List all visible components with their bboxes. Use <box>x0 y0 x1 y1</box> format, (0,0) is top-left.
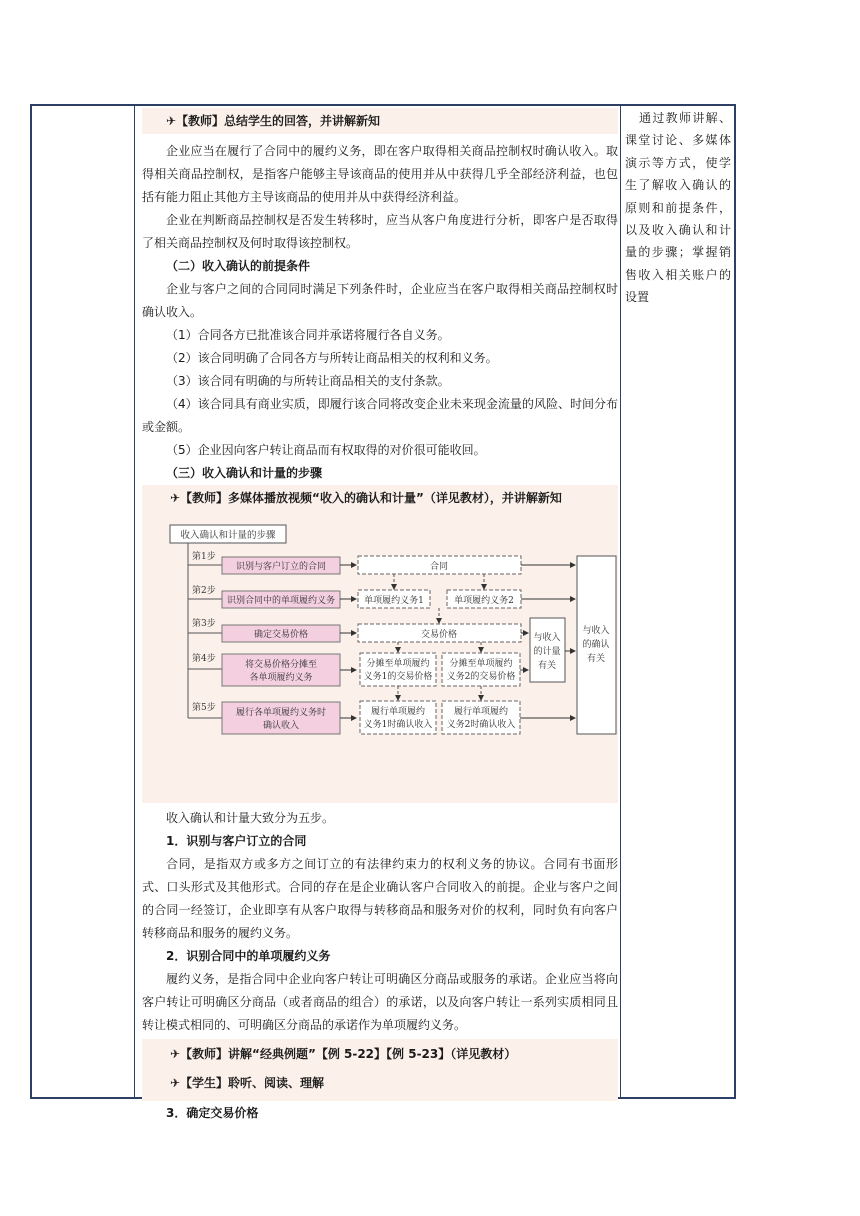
fulfil-2-line1: 履行单项履约 <box>453 707 509 717</box>
step-3-label: 第3步 <box>192 619 216 629</box>
alloc-2-line1: 分摊至单项履约 <box>449 659 513 669</box>
step-4-text-line2: 各单项履约义务 <box>249 673 313 683</box>
heading-preconditions: （二）收入确认的前提条件 <box>166 259 311 273</box>
step-4-text-line1: 将交易价格分摊至 <box>244 660 318 670</box>
objectives-text: 通过教师讲解、课堂讨论、多媒体演示等方式，使学生了解收入确认的原则和前提条件，以及收入确认和计量的步骤；掌握销售收入相关账户的设置 <box>625 111 731 305</box>
teacher-band-3 <box>142 1039 618 1101</box>
step-5-text-line1: 履行各单项履约义务时 <box>235 708 327 718</box>
subheading-determine-price: 3．确定交易价格 <box>166 1106 259 1120</box>
steps-flowchart <box>142 511 618 803</box>
column-divider-2 <box>620 106 621 1097</box>
right-column <box>625 106 731 309</box>
recog-line1: 与收入 <box>582 626 610 636</box>
alloc-1-line1: 分摊至单项履约 <box>366 659 430 669</box>
price-text: 交易价格 <box>420 630 458 640</box>
step-5-label: 第5步 <box>192 703 216 713</box>
paragraph-obligations: 履约义务，是指合同中企业向客户转让可明确区分商品或服务的承诺。企业应当将向客户转让可明确区分商品（或者商品的组合）的承诺，以及向客户转让一系列实质相同且转让模式相同的、可明确区分商品的承诺作为单项履约义务。 <box>142 972 618 1032</box>
condition-1: （1）合同各方已批准该合同并承诺将履行各自义务。 <box>166 328 450 342</box>
paragraph-five-steps: 收入确认和计量大致分为五步。 <box>166 811 335 825</box>
lesson-table <box>30 104 736 1120</box>
teacher-band-1 <box>142 108 618 134</box>
fulfil-1-line2: 义务1时确认收入 <box>363 720 433 730</box>
step-1-text: 识别与客户订立的合同 <box>235 562 327 572</box>
paragraph-control-judgement: 企业在判断商品控制权是否发生转移时，应当从客户角度进行分析，即客户是否取得了相关商品控制权及何时取得该控制权。 <box>142 213 618 250</box>
condition-2: （2）该合同明确了合同各方与所转让商品相关的权利和义务。 <box>166 351 498 365</box>
contract-text: 合同 <box>429 562 449 572</box>
step-4-label: 第4步 <box>192 654 216 664</box>
step-3-text: 确定交易价格 <box>253 630 309 640</box>
fulfil-1-line1: 履行单项履约 <box>370 707 426 717</box>
diagram-title: 收入确认和计量的步骤 <box>180 530 276 541</box>
teacher-line-summary: ✈【教师】总结学生的回答，并讲解新知 <box>166 114 381 128</box>
measure-line3: 有关 <box>537 661 557 671</box>
teacher-line-examples: ✈【教师】讲解“经典例题”【例 5-22】【例 5-23】（详见教材） <box>170 1047 517 1061</box>
step-1-label: 第1步 <box>192 552 216 562</box>
teacher-line-video: ✈【教师】多媒体播放视频“收入的确认和计量”（详见教材），并讲解新知 <box>170 491 562 505</box>
heading-steps: （三）收入确认和计量的步骤 <box>166 466 323 480</box>
condition-4: （4）该合同具有商业实质，即履行该合同将改变企业未来现金流量的风险、时间分布或金额。 <box>142 397 618 434</box>
measure-line1: 与收入 <box>533 633 561 643</box>
teacher-band-2 <box>142 485 618 511</box>
column-divider-1 <box>134 106 135 1097</box>
student-line: ✈【学生】聆听、阅读、理解 <box>170 1076 325 1090</box>
step-2-label: 第2步 <box>192 586 216 596</box>
obligation-2-text: 单项履约义务2 <box>454 596 514 606</box>
condition-3: （3）该合同有明确的与所转让商品相关的支付条款。 <box>166 374 450 388</box>
paragraph-contract: 合同，是指双方或多方之间订立的有法律约束力的权利义务的协议。合同有书面形式、口头形式及其他形式。合同的存在是企业确认客户合同收入的前提。企业与客户之间的合同一经签订，企业即享有从客户取得与转移商品和服务对价的权利，同时负有向客户转移商品和服务的履约义务。 <box>142 857 618 940</box>
main-column <box>142 106 618 1125</box>
subheading-identify-obligations: 2．识别合同中的单项履约义务 <box>166 949 331 963</box>
step-5-text-line2: 确认收入 <box>262 721 300 731</box>
paragraph-preconditions-intro: 企业与客户之间的合同同时满足下列条件时，企业应当在客户取得相关商品控制权时确认收入。 <box>142 282 618 319</box>
fulfil-2-line2: 义务2时确认收入 <box>446 720 516 730</box>
condition-5: （5）企业因向客户转让商品而有权取得的对价很可能收回。 <box>166 443 486 457</box>
alloc-1-line2: 义务1的交易价格 <box>363 672 433 682</box>
obligation-1-text: 单项履约义务1 <box>364 596 424 606</box>
subheading-identify-contract: 1．识别与客户订立的合同 <box>166 834 307 848</box>
left-column-cell <box>32 106 134 1097</box>
recog-line2: 的确认 <box>582 640 610 650</box>
measure-line2: 的计量 <box>533 647 561 657</box>
step-2-text: 识别合同中的单项履约义务 <box>226 596 336 606</box>
step-labels <box>192 550 216 713</box>
paragraph-control-definition: 企业应当在履行了合同中的履约义务，即在客户取得相关商品控制权时确认收入。取得相关商品控制权，是指客户能够主导该商品的使用并从中获得几乎全部经济利益，也包括有能力阻止其他方主导该商品的使用并从中获得经济利益。 <box>142 144 618 204</box>
alloc-2-line2: 义务2的交易价格 <box>446 672 516 682</box>
steps-diagram <box>142 511 618 803</box>
recog-line3: 有关 <box>586 654 606 664</box>
